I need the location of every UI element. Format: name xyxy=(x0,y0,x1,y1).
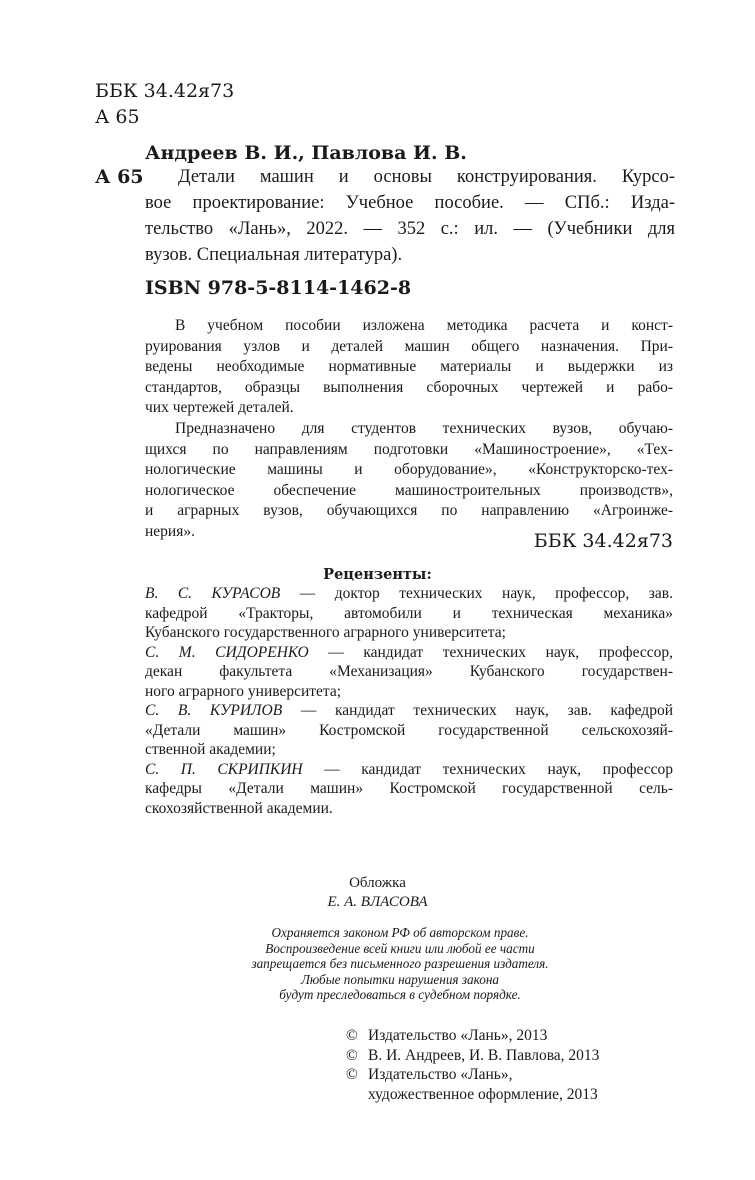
reviewer-line: «Детали машин» Костромской государственной сельскохозяй- xyxy=(145,721,673,739)
copyright-line xyxy=(346,1046,599,1066)
cover-label: Обложка xyxy=(349,875,406,891)
copyright-line xyxy=(346,1026,599,1046)
bibliographic-line: Детали машин и основы конструирования. Курсо- xyxy=(178,167,675,187)
abstract-line: чих чертежей деталей. xyxy=(145,399,294,417)
author-mark: А 65 xyxy=(95,106,140,128)
abstract-line: и аграрных вузов, обучающихся по направлению «Агроинже- xyxy=(145,502,673,520)
legal-line: Воспроизведение всей книги или любой ее части xyxy=(265,940,535,956)
legal-notice xyxy=(0,925,755,1003)
bbk-code: ББК 34.42я73 xyxy=(95,80,235,102)
reviewer-line: ного аграрного университета; xyxy=(145,682,342,700)
bbk-footer: ББК 34.42я73 xyxy=(533,530,673,552)
cover-artist: Е. А. ВЛАСОВА xyxy=(327,894,428,910)
copyright-icon: © xyxy=(346,1046,358,1064)
authors: Андреев В. И., Павлова И. В. xyxy=(145,142,467,164)
legal-line: будут преследоваться в судебном порядке. xyxy=(279,987,521,1002)
abstract-line: ведены необходимые нормативные материалы и выдержки из xyxy=(145,358,673,376)
reviewers-title: Рецензенты: xyxy=(323,566,432,583)
bibliographic-line: вузов. Специальная литература). xyxy=(145,245,403,265)
reviewer-title: — кандидат технических наук, профессор xyxy=(302,760,673,778)
reviewer-line: декан факультета «Механизация» Кубанского государствен- xyxy=(145,663,673,680)
copyright-line: художественное оформление, 2013 xyxy=(368,1085,598,1103)
reviewer-name: В. С. КУРАСОВ xyxy=(145,585,281,602)
reviewer-line: кафедрой «Тракторы, автомобили и техническая механика» xyxy=(145,604,673,622)
reviewer-title: — кандидат технических наук, профессор, xyxy=(308,643,673,661)
reviewer-name: С. М. СИДОРЕНКО xyxy=(145,643,309,661)
bbk-header xyxy=(95,78,234,130)
reviewer-entry xyxy=(145,701,673,721)
reviewer-line: ственной академии; xyxy=(145,741,276,758)
abstract-line: Предназначено для студентов технических вузов, обучаю- xyxy=(175,419,673,437)
reviewer-title: — доктор технических наук, профессор, зав. xyxy=(280,585,673,602)
abstract-line: нерия». xyxy=(145,522,195,540)
copyright-line xyxy=(346,1065,599,1085)
isbn: ISBN 978-5-8114-1462-8 xyxy=(145,277,412,299)
reviewer-entry xyxy=(145,760,673,780)
reviewer-line: скохозяйственной академии. xyxy=(145,799,333,817)
reviewer-line: Кубанского государственного аграрного университета; xyxy=(145,624,506,641)
reviewer-entry xyxy=(145,643,673,663)
legal-line: Любые попытки нарушения закона xyxy=(301,971,499,987)
copyright-icon: © xyxy=(346,1066,358,1083)
bibliographic-description xyxy=(145,164,675,268)
abstract-line: руирования узлов и деталей машин общего назначения. При- xyxy=(145,337,673,355)
catalog-code: А 65 xyxy=(95,166,144,188)
reviewer-name: С. В. КУРИЛОВ xyxy=(145,702,283,719)
abstract-line: нологические машины и оборудование», «Конструкторско-тех- xyxy=(145,461,673,479)
legal-line: запрещается без письменного разрешения издателя. xyxy=(251,956,549,971)
abstract-line: щихся по направлениям подготовки «Машиностроение», «Тех- xyxy=(145,440,673,458)
copyright-block xyxy=(346,1026,599,1104)
legal-line: Охраняется законом РФ об авторском праве. xyxy=(271,925,529,940)
copyright-text: Издательство «Лань», xyxy=(368,1066,513,1083)
reviewer-line: кафедры «Детали машин» Костромской государственной сель- xyxy=(145,780,673,797)
copyright-icon: © xyxy=(346,1027,358,1044)
bibliographic-line: тельство «Лань», 2022. — 352 с.: ил. — (Учебники для xyxy=(145,219,675,239)
abstract-line: В учебном пособии изложена методика расчета и конст- xyxy=(175,317,673,334)
reviewer-title: — кандидат технических наук, зав. кафедрой xyxy=(282,702,673,719)
bibliographic-line: вое проектирование: Учебное пособие. — СПб.: Изда- xyxy=(145,193,675,213)
reviewer-name: С. П. СКРИПКИН xyxy=(145,760,303,778)
abstract-line: стандартов, образцы выполнения сборочных чертежей и рабо- xyxy=(145,378,673,396)
cover-credit xyxy=(0,874,755,912)
copyright-text: В. И. Андреев, И. В. Павлова, 2013 xyxy=(368,1046,600,1064)
reviewer-entry xyxy=(145,584,673,604)
reviewers-list xyxy=(145,584,673,818)
abstract xyxy=(145,316,673,543)
copyright-text: Издательство «Лань», 2013 xyxy=(368,1027,548,1044)
abstract-line: нологическое обеспечение машиностроительных производств», xyxy=(145,481,673,499)
